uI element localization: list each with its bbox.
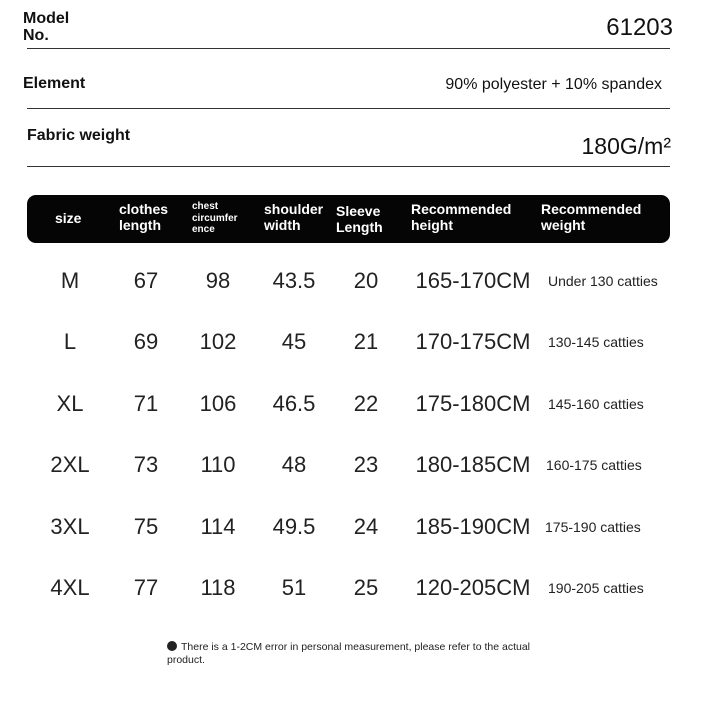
table-row <box>0 384 703 424</box>
divider-model <box>27 48 670 49</box>
cell-height: 120-205CM <box>415 575 531 600</box>
cell-height: 170-175CM <box>415 329 531 354</box>
cell-size: 2XL <box>50 452 90 477</box>
cell-weight: Under 130 catties <box>548 273 658 289</box>
table-row <box>0 507 703 547</box>
cell-size: XL <box>56 391 84 416</box>
header-size: size <box>55 210 82 226</box>
cell-clothes-length: 71 <box>133 391 159 416</box>
cell-height: 175-180CM <box>415 391 531 416</box>
cell-shoulder: 45 <box>281 329 307 354</box>
cell-sleeve: 23 <box>353 452 379 477</box>
bullet-dot-icon <box>167 641 177 651</box>
cell-clothes-length: 73 <box>133 452 159 477</box>
cell-shoulder: 48 <box>281 452 307 477</box>
divider-weight <box>27 166 670 167</box>
cell-sleeve: 21 <box>353 329 379 354</box>
cell-clothes-length: 77 <box>133 575 159 600</box>
cell-chest: 118 <box>200 575 236 600</box>
header-shoulder-width: shoulder width <box>264 201 324 233</box>
cell-clothes-length: 69 <box>133 329 159 354</box>
header-recommended-weight: Recommended weight <box>541 201 642 233</box>
cell-chest: 98 <box>205 268 231 293</box>
header-clothes-length: clothes length <box>119 201 169 233</box>
cell-shoulder: 49.5 <box>272 514 316 539</box>
cell-chest: 106 <box>199 391 237 416</box>
cell-weight: 190-205 catties <box>548 580 644 596</box>
table-row <box>0 568 703 608</box>
header-chest-circumference: chest circumfer ence <box>192 201 238 235</box>
cell-size: 4XL <box>50 575 90 600</box>
fabric-weight-label: Fabric weight <box>27 127 131 144</box>
cell-weight: 145-160 catties <box>548 396 644 412</box>
table-row <box>0 322 703 362</box>
cell-shoulder: 43.5 <box>272 268 316 293</box>
cell-sleeve: 24 <box>353 514 379 539</box>
cell-height: 185-190CM <box>415 514 531 539</box>
footnote <box>167 641 547 667</box>
cell-chest: 110 <box>200 452 236 477</box>
cell-chest: 114 <box>200 514 236 539</box>
element-label: Element <box>23 75 86 92</box>
cell-height: 165-170CM <box>415 268 531 293</box>
cell-weight: 160-175 catties <box>546 457 642 473</box>
cell-shoulder: 51 <box>281 575 307 600</box>
header-sleeve-length: Sleeve Length <box>336 203 383 235</box>
model-value: 61203 <box>606 14 673 41</box>
cell-chest: 102 <box>199 329 237 354</box>
cell-size: L <box>63 329 77 354</box>
model-label-line2: No. <box>23 27 49 44</box>
table-row <box>0 445 703 485</box>
divider-element <box>27 108 670 109</box>
cell-size: 3XL <box>50 514 90 539</box>
fabric-weight-value: 180G/m² <box>581 133 671 159</box>
header-recommended-height: Recommended height <box>411 201 512 233</box>
cell-size: M <box>60 268 80 293</box>
table-header <box>27 195 670 243</box>
cell-sleeve: 20 <box>353 268 379 293</box>
cell-sleeve: 22 <box>353 391 379 416</box>
cell-clothes-length: 75 <box>133 514 159 539</box>
cell-shoulder: 46.5 <box>272 391 316 416</box>
footnote-text: There is a 1-2CM error in personal measurement, please refer to the actual product. <box>167 641 530 666</box>
cell-sleeve: 25 <box>353 575 379 600</box>
model-label <box>23 10 69 44</box>
element-value: 90% polyester + 10% spandex <box>445 76 662 93</box>
cell-height: 180-185CM <box>415 452 531 477</box>
cell-weight: 175-190 catties <box>545 519 641 535</box>
cell-clothes-length: 67 <box>133 268 159 293</box>
table-row <box>0 261 703 301</box>
model-label-line1: Model <box>23 10 70 27</box>
cell-weight: 130-145 catties <box>548 334 644 350</box>
